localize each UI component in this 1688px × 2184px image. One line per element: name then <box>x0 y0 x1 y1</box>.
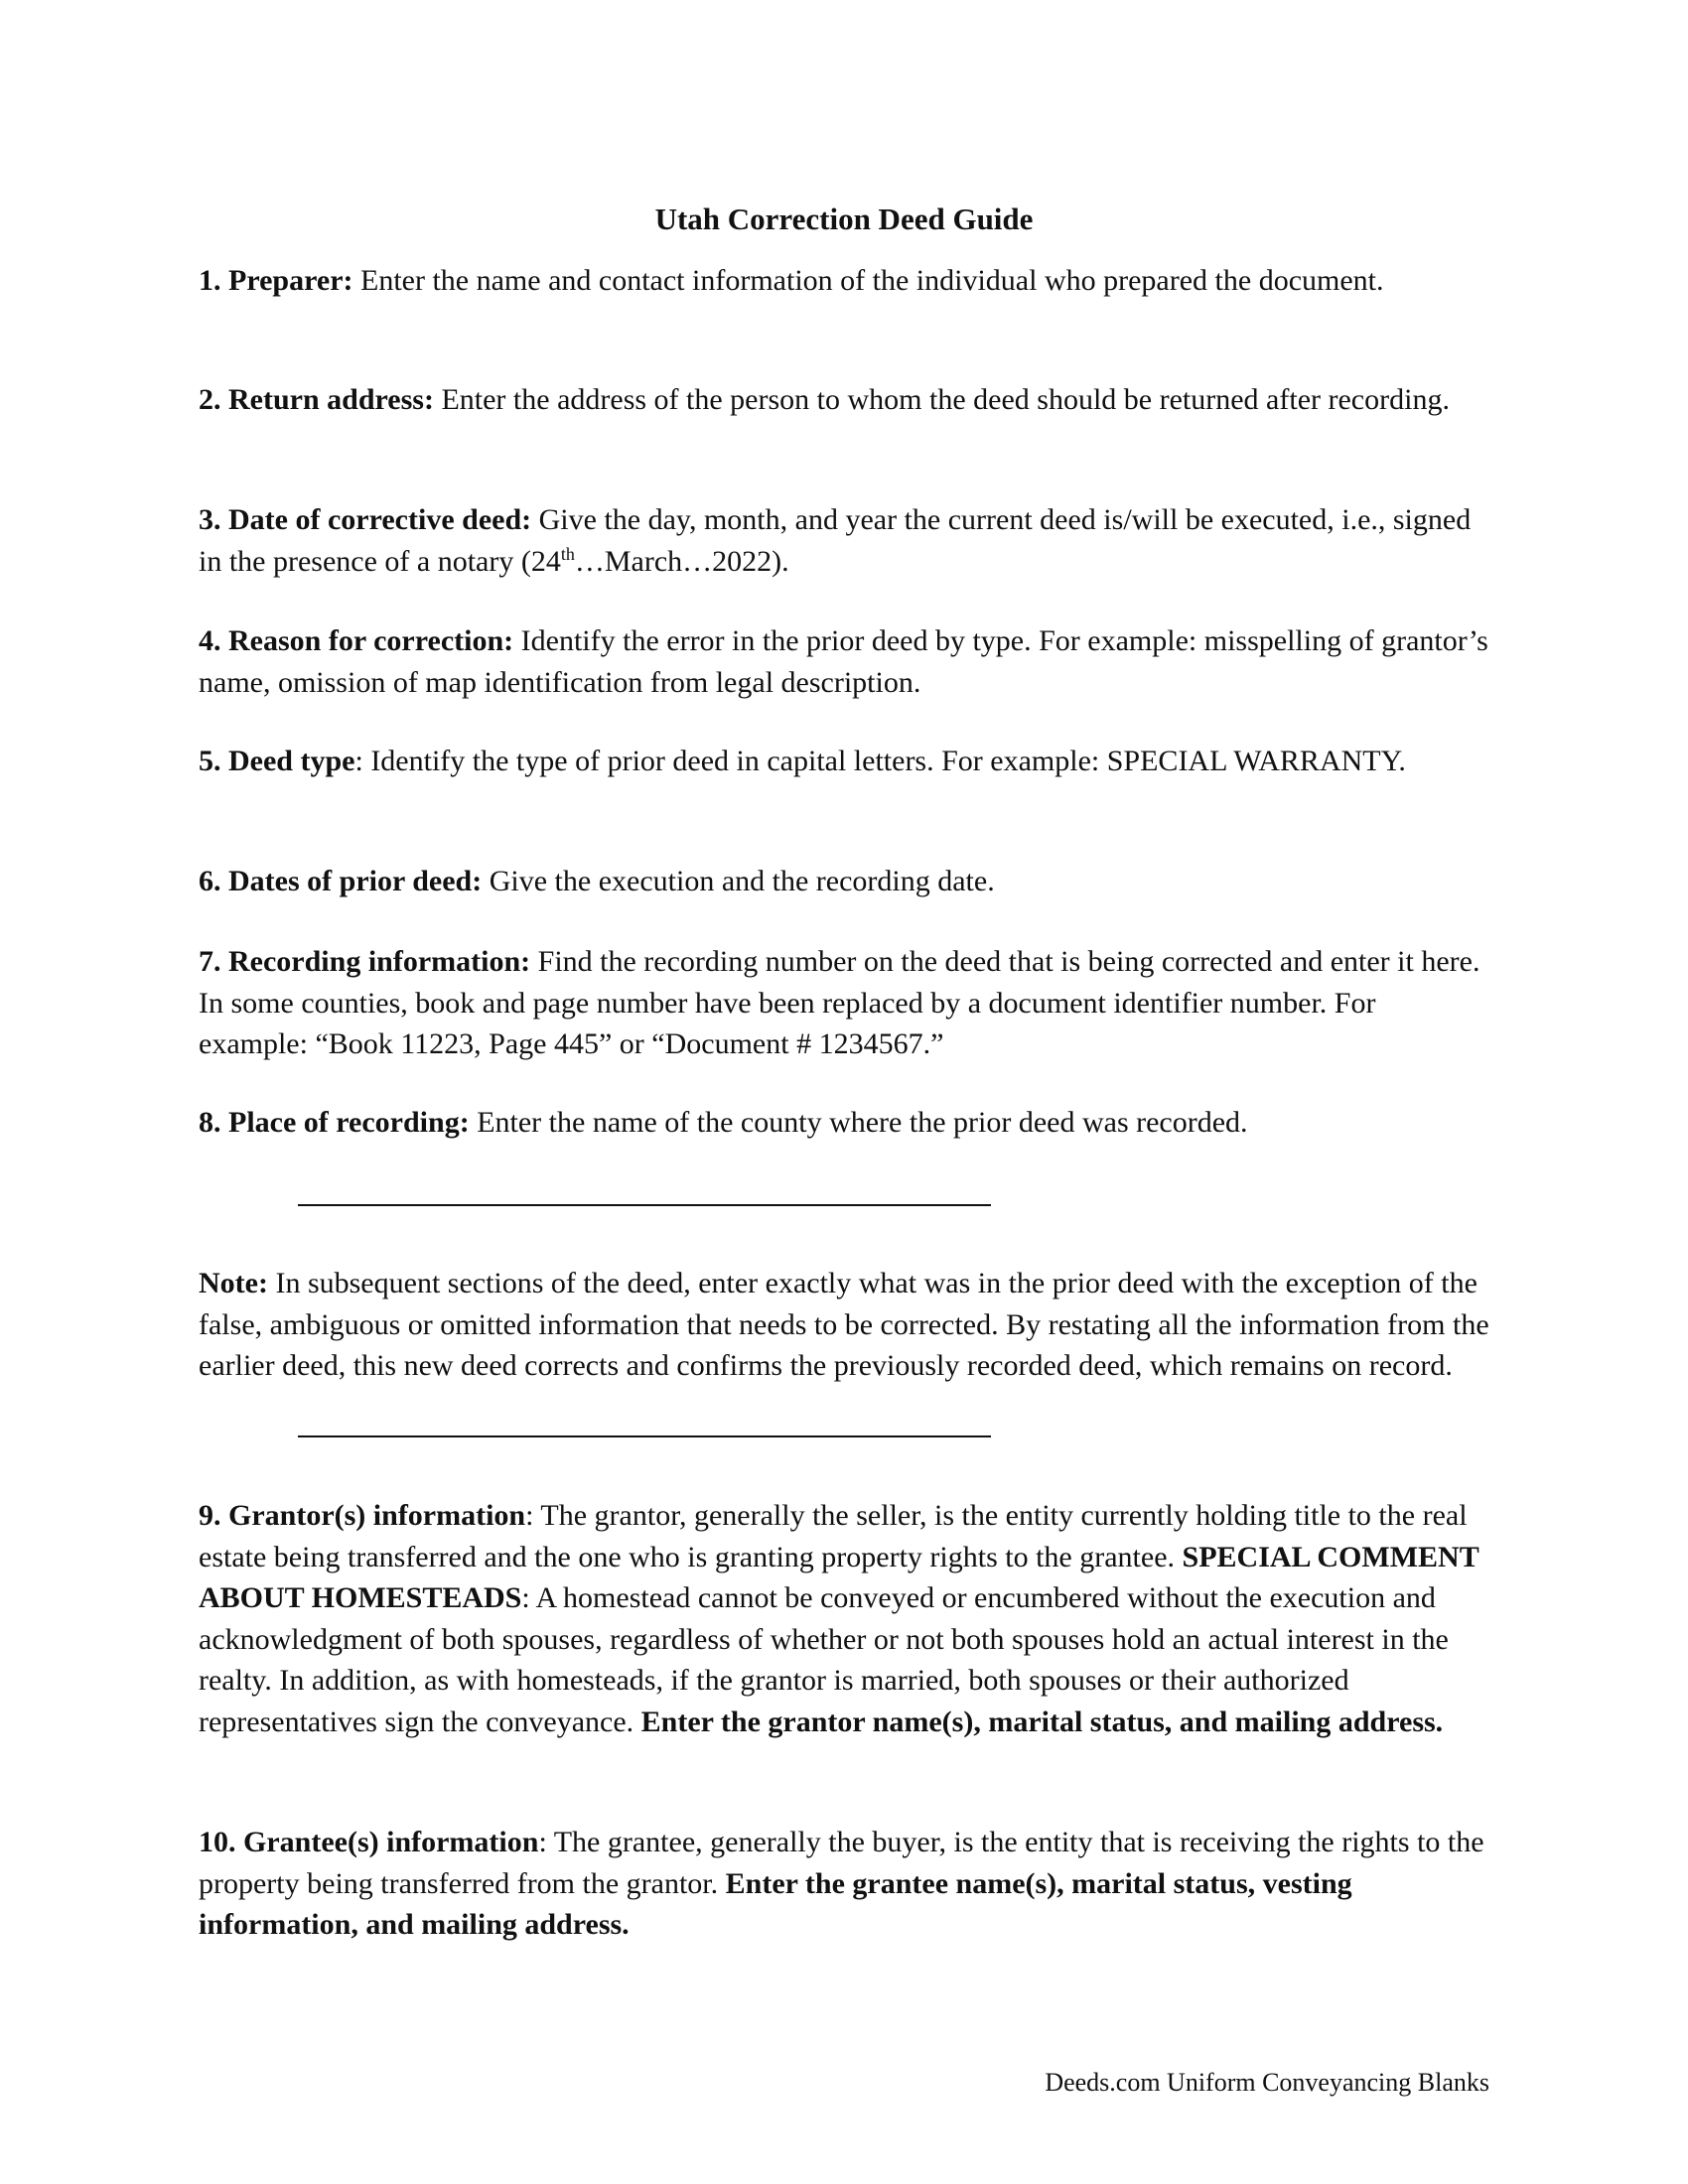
document-title: Utah Correction Deed Guide <box>654 202 1034 236</box>
item-preparer <box>199 260 1489 302</box>
item-deed-type <box>199 741 1489 782</box>
item-text: Find the recording number on the deed that is being corrected and enter it here. In some counties, book and page number have been replaced by a document identifier number. For example: “Book 11223, Page 445” or “Document # 1234567.” <box>199 945 1480 1060</box>
divider-line <box>298 1435 991 1437</box>
item-label: 4. Reason for correction: <box>199 624 514 657</box>
item-text: Enter the name and contact information of the individual who prepared the document. <box>352 264 1384 297</box>
page-footer: Deeds.com Uniform Conveyancing Blanks <box>1045 2068 1489 2097</box>
item-label: 9. Grantor(s) information <box>199 1499 526 1532</box>
item-label: 5. Deed type <box>199 745 355 777</box>
item-text: Enter the address of the person to whom the deed should be returned after recording. <box>433 383 1450 416</box>
item-place-of-recording <box>199 1102 1489 1144</box>
item-text: Give the execution and the recording date. <box>482 865 995 897</box>
item-label: 6. Dates of prior deed: <box>199 865 483 897</box>
item-text: : Identify the type of prior deed in capital letters. For example: SPECIAL WARRANTY. <box>354 745 1406 777</box>
item-recording-information <box>199 941 1489 1065</box>
item-label: 3. Date of corrective deed: <box>199 503 532 536</box>
note-text: In subsequent sections of the deed, enter exactly what was in the prior deed with the exception of the false, ambiguous or omitted information that needs to be corrected. By restating all the information from the earlier deed, this new deed corrects and confirms the previously recorded deed, which remains on record. <box>199 1267 1489 1382</box>
item-grantor-information <box>199 1495 1489 1742</box>
item-text: : The grantee, generally the buyer, is the entity that is receiving the rights to the property being transferred from the grantor. <box>199 1826 1484 1900</box>
note-paragraph <box>199 1263 1489 1387</box>
grantor-instruction: Enter the grantor name(s), marital status, and mailing address. <box>640 1705 1444 1738</box>
item-text: : The grantor, generally the seller, is the entity currently holding title to the real estate being transferred and the one who is granting property rights to the grantee. <box>199 1499 1468 1573</box>
item-grantee-information <box>199 1822 1489 1946</box>
item-text: Give the day, month, and year the current deed is/will be executed, i.e., signed in the presence of a notary (24 <box>199 503 1472 578</box>
item-text: Identify the error in the prior deed by type. For example: misspelling of grantor’s name, omission of map identification from legal description. <box>199 624 1488 699</box>
special-comment-label: SPECIAL COMMENT ABOUT HOMESTEADS <box>199 1540 1479 1614</box>
item-text: Enter the name of the county where the prior deed was recorded. <box>469 1106 1248 1139</box>
item-text-end: …March…2022). <box>574 544 789 578</box>
item-label: 1. Preparer: <box>199 264 353 297</box>
item-dates-of-prior-deed <box>199 861 1489 902</box>
item-label: 10. Grantee(s) information <box>199 1826 539 1858</box>
item-label: 2. Return address: <box>199 383 434 416</box>
item-date-of-corrective-deed <box>199 499 1489 582</box>
item-label: 7. Recording information: <box>199 945 531 978</box>
divider-line <box>298 1204 991 1206</box>
item-reason-for-correction <box>199 620 1489 703</box>
grantee-instruction: Enter the grantee name(s), marital status, vesting information, and mailing address. <box>199 1866 1352 1941</box>
note-label: Note: <box>199 1267 268 1299</box>
item-return-address <box>199 379 1489 421</box>
item-label: 8. Place of recording: <box>199 1106 470 1139</box>
ordinal-suffix: th <box>560 543 575 564</box>
special-comment-text: : A homestead cannot be conveyed or encumbered without the execution and acknowledgment of both spouses, regardless of whether or not both spouses hold an actual interest in the realty. In addition, as with homesteads, if the grantor is married, both spouses or their authorized representatives sign the conveyance. <box>199 1581 1449 1738</box>
